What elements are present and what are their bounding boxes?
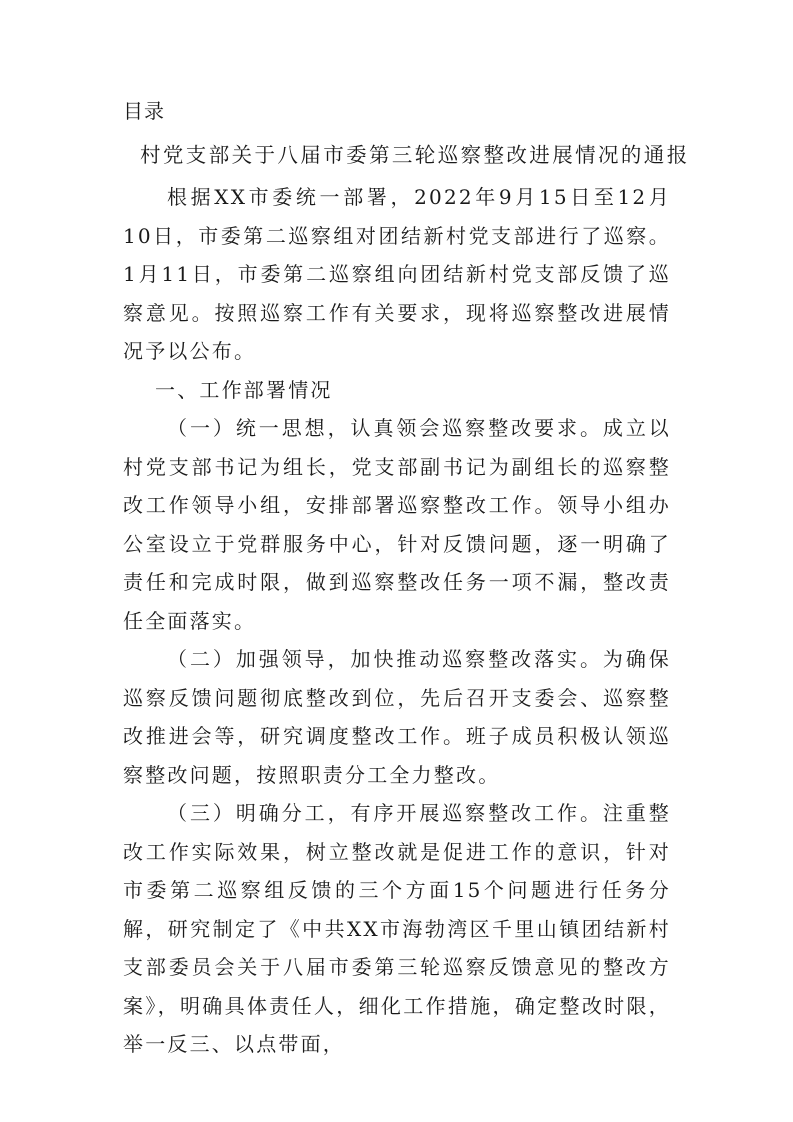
intro-paragraph: 根据XX市委统一部署，2022年9月15日至12月10日，市委第二巡察组对团结新村党支部进行了巡察。1月11日，市委第二巡察组向团结新村党支部反馈了巡察意见。按照巡察工作有关要求，现将巡察整改进展情况予以公布。 [123,185,671,363]
paragraph-item-2: （二）加强领导，加快推动巡察整改落实。为确保巡察反馈问题彻底整改到位，先后召开支委会、巡察整改推进会等，研究调度整改工作。班子成员积极认领巡察整改问题，按照职责分工全力整改。 [123,647,671,787]
document-body [123,178,671,1064]
document-title: 村党支部关于八届市委第三轮巡察整改进展情况的通报 [140,143,690,167]
toc-label: 目录 [123,99,165,123]
section-heading: 一、工作部署情况 [155,377,333,402]
paragraph-item-3: （三）明确分工，有序开展巡察整改工作。注重整改工作实际效果，树立整改就是促进工作的意识，针对市委第二巡察组反馈的三个方面15个问题进行任务分解，研究制定了《中共XX市海勃湾区千里山镇团结新村支部委员会关于八届市委第三轮巡察反馈意见的整改方案》，明确具体责任人，细化工作措施，确定整改时限，举一反三、以点带面， [123,801,671,1056]
paragraph-item-1: （一）统一思想，认真领会巡察整改要求。成立以村党支部书记为组长，党支部副书记为副组长的巡察整改工作领导小组，安排部署巡察整改工作。领导小组办公室设立于党群服务中心，针对反馈问题，逐一明确了责任和完成时限，做到巡察整改任务一项不漏，整改责任全面落实。 [123,416,671,633]
